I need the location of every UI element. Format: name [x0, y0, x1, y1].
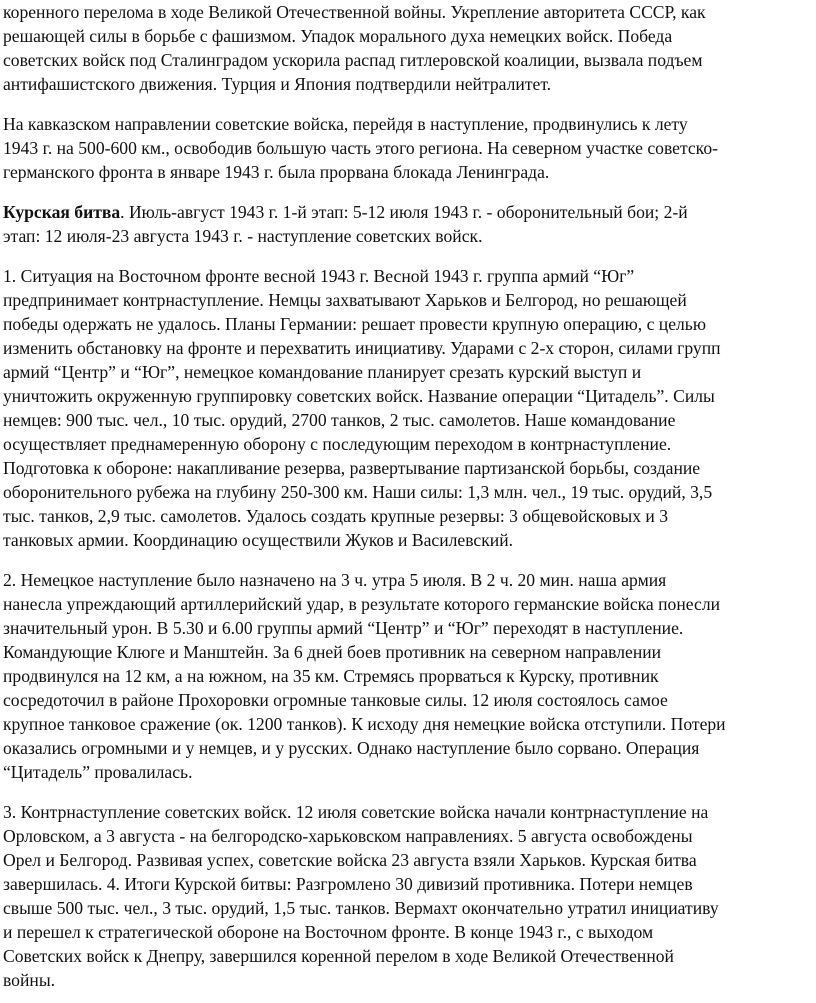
paragraph-caucasus-leningrad	[0, 112, 816, 184]
text-line: завершилась. 4. Итоги Курской битвы: Разгромлено 30 дивизий противника. Потери немцев	[3, 874, 693, 894]
paragraph-gap	[0, 784, 816, 800]
text-line: Подготовка к обороне: накапливание резерва, развертывание партизанской борьбы, создание	[3, 458, 701, 478]
text-line: войны.	[3, 970, 56, 990]
text-line: и перешел к стратегической обороне на Восточном фронте. В конце 1943 г., с выходом	[3, 922, 654, 942]
kursk-battle-dates: . Июль-август 1943 г. 1-й этап: 5-12 июля 1943 г. - оборонительный бои; 2-й	[120, 202, 688, 222]
text-line: свыше 500 тыс. чел., 3 тыс. орудий, 1,5 тыс. танков. Вермахт окончательно утратил инициативу	[3, 898, 719, 918]
text-line	[0, 200, 816, 224]
text-line: крупное танковое сражение (ок. 1200 танков). К исходу дня немецкие войска отступили. Потери	[3, 714, 726, 734]
text-line: продвинулся на 12 км, а на южном, на 35 км. Стремясь прорваться к Курску, противник	[3, 666, 659, 686]
text-line: На кавказском направлении советские войска, перейдя в наступление, продвинулись к лету	[3, 114, 688, 134]
text-line: значительный урон. В 5.30 и 6.00 группы армий “Центр” и “Юг” переходят в наступление.	[3, 618, 684, 638]
text-line: оказались огромными и у немцев, и у русских. Однако наступление было сорвано. Операция	[3, 738, 700, 758]
text-line: нанесла упреждающий артиллерийский удар, в результате которого германские войска понесли	[3, 594, 721, 614]
text-line: коренного перелома в ходе Великой Отечественной войны. Укрепление авторитета СССР, как	[3, 2, 706, 22]
text-line: “Цитадель” провалилась.	[3, 762, 193, 782]
paragraph-kursk-battle-intro	[0, 200, 816, 248]
text-line: этап: 12 июля-23 августа 1943 г. - наступление советских войск.	[3, 226, 483, 246]
text-line: советских войск под Сталинградом ускорила распад гитлеровской коалиции, вызвала подъем	[3, 50, 703, 70]
text-line: сосредоточил в районе Прохоровки огромные танковые силы. 12 июля состоялось самое	[3, 690, 668, 710]
text-line: решающей силы в борьбе с фашизмом. Упадок морального духа немецких войск. Победа	[3, 26, 673, 46]
text-line: осуществляет преднамеренную оборону с последующим переходом в контрнаступление.	[3, 434, 672, 454]
paragraph-gap	[0, 184, 816, 200]
paragraph-gap	[0, 96, 816, 112]
kursk-battle-heading: Курская битва	[3, 202, 121, 222]
text-line: армий “Центр” и “Юг”, немецкое командование планирует срезать курский выступ и	[3, 362, 642, 382]
text-line: Орловском, а 3 августа - на белгородско-харьковском направлениях. 5 августа освобождены	[3, 826, 693, 846]
text-line: предпринимает контрнаступление. Немцы захватывают Харьков и Белгород, но решающей	[3, 290, 687, 310]
text-line: Командующие Клюге и Манштейн. За 6 дней боев противник на северном направлении	[3, 642, 662, 662]
text-line: уничтожить окруженную группировку советских войск. Название операции “Цитадель”. Силы	[3, 386, 715, 406]
paragraph-soviet-authority	[0, 0, 816, 96]
text-line: оборонительного рубежа на глубину 250-300 км. Наши силы: 1,3 млн. чел., 19 тыс. орудий, 3,5	[3, 482, 713, 502]
text-line: изменить обстановку на фронте и перехватить инициативу. Ударами с 2-х сторон, силами групп	[3, 338, 721, 358]
paragraph-eastern-front-situation	[0, 264, 816, 552]
paragraph-gap	[0, 248, 816, 264]
text-line: 1943 г. на 500-600 км., освободив большую часть этого региона. На северном участке советско-	[3, 138, 718, 158]
text-line: победы одержать не удалось. Планы Германии: решает провести крупную операцию, с целью	[3, 314, 706, 334]
text-line: германского фронта в январе 1943 г. была прорвана блокада Ленинграда.	[3, 162, 550, 182]
text-line: тыс. танков, 2,9 тыс. самолетов. Удалось создать крупные резервы: 3 общевойсковых и 3	[3, 506, 669, 526]
text-line: Советских войск к Днепру, завершился коренной перелом в ходе Великой Отечественной	[3, 946, 674, 966]
text-line: антифашистского движения. Турция и Япония подтвердили нейтралитет.	[3, 74, 552, 94]
paragraph-gap	[0, 552, 816, 568]
text-line: 2. Немецкое наступление было назначено на 3 ч. утра 5 июля. В 2 ч. 20 мин. наша армия	[3, 570, 667, 590]
text-line: немцев: 900 тыс. чел., 10 тыс. орудий, 2700 танков, 2 тыс. самолетов. Наше командование	[3, 410, 676, 430]
text-line: танковых армии. Координацию осуществили Жуков и Василевский.	[3, 530, 514, 550]
text-line: 1. Ситуация на Восточном фронте весной 1943 г. Весной 1943 г. группа армий “Юг”	[3, 266, 635, 286]
text-line: Орел и Белгород. Развивая успех, советские войска 23 августа взяли Харьков. Курская битва	[3, 850, 697, 870]
paragraph-soviet-counteroffensive	[0, 800, 816, 992]
paragraph-german-offensive	[0, 568, 816, 784]
text-line: 3. Контрнаступление советских войск. 12 июля советские войска начали контрнаступление на	[3, 802, 709, 822]
